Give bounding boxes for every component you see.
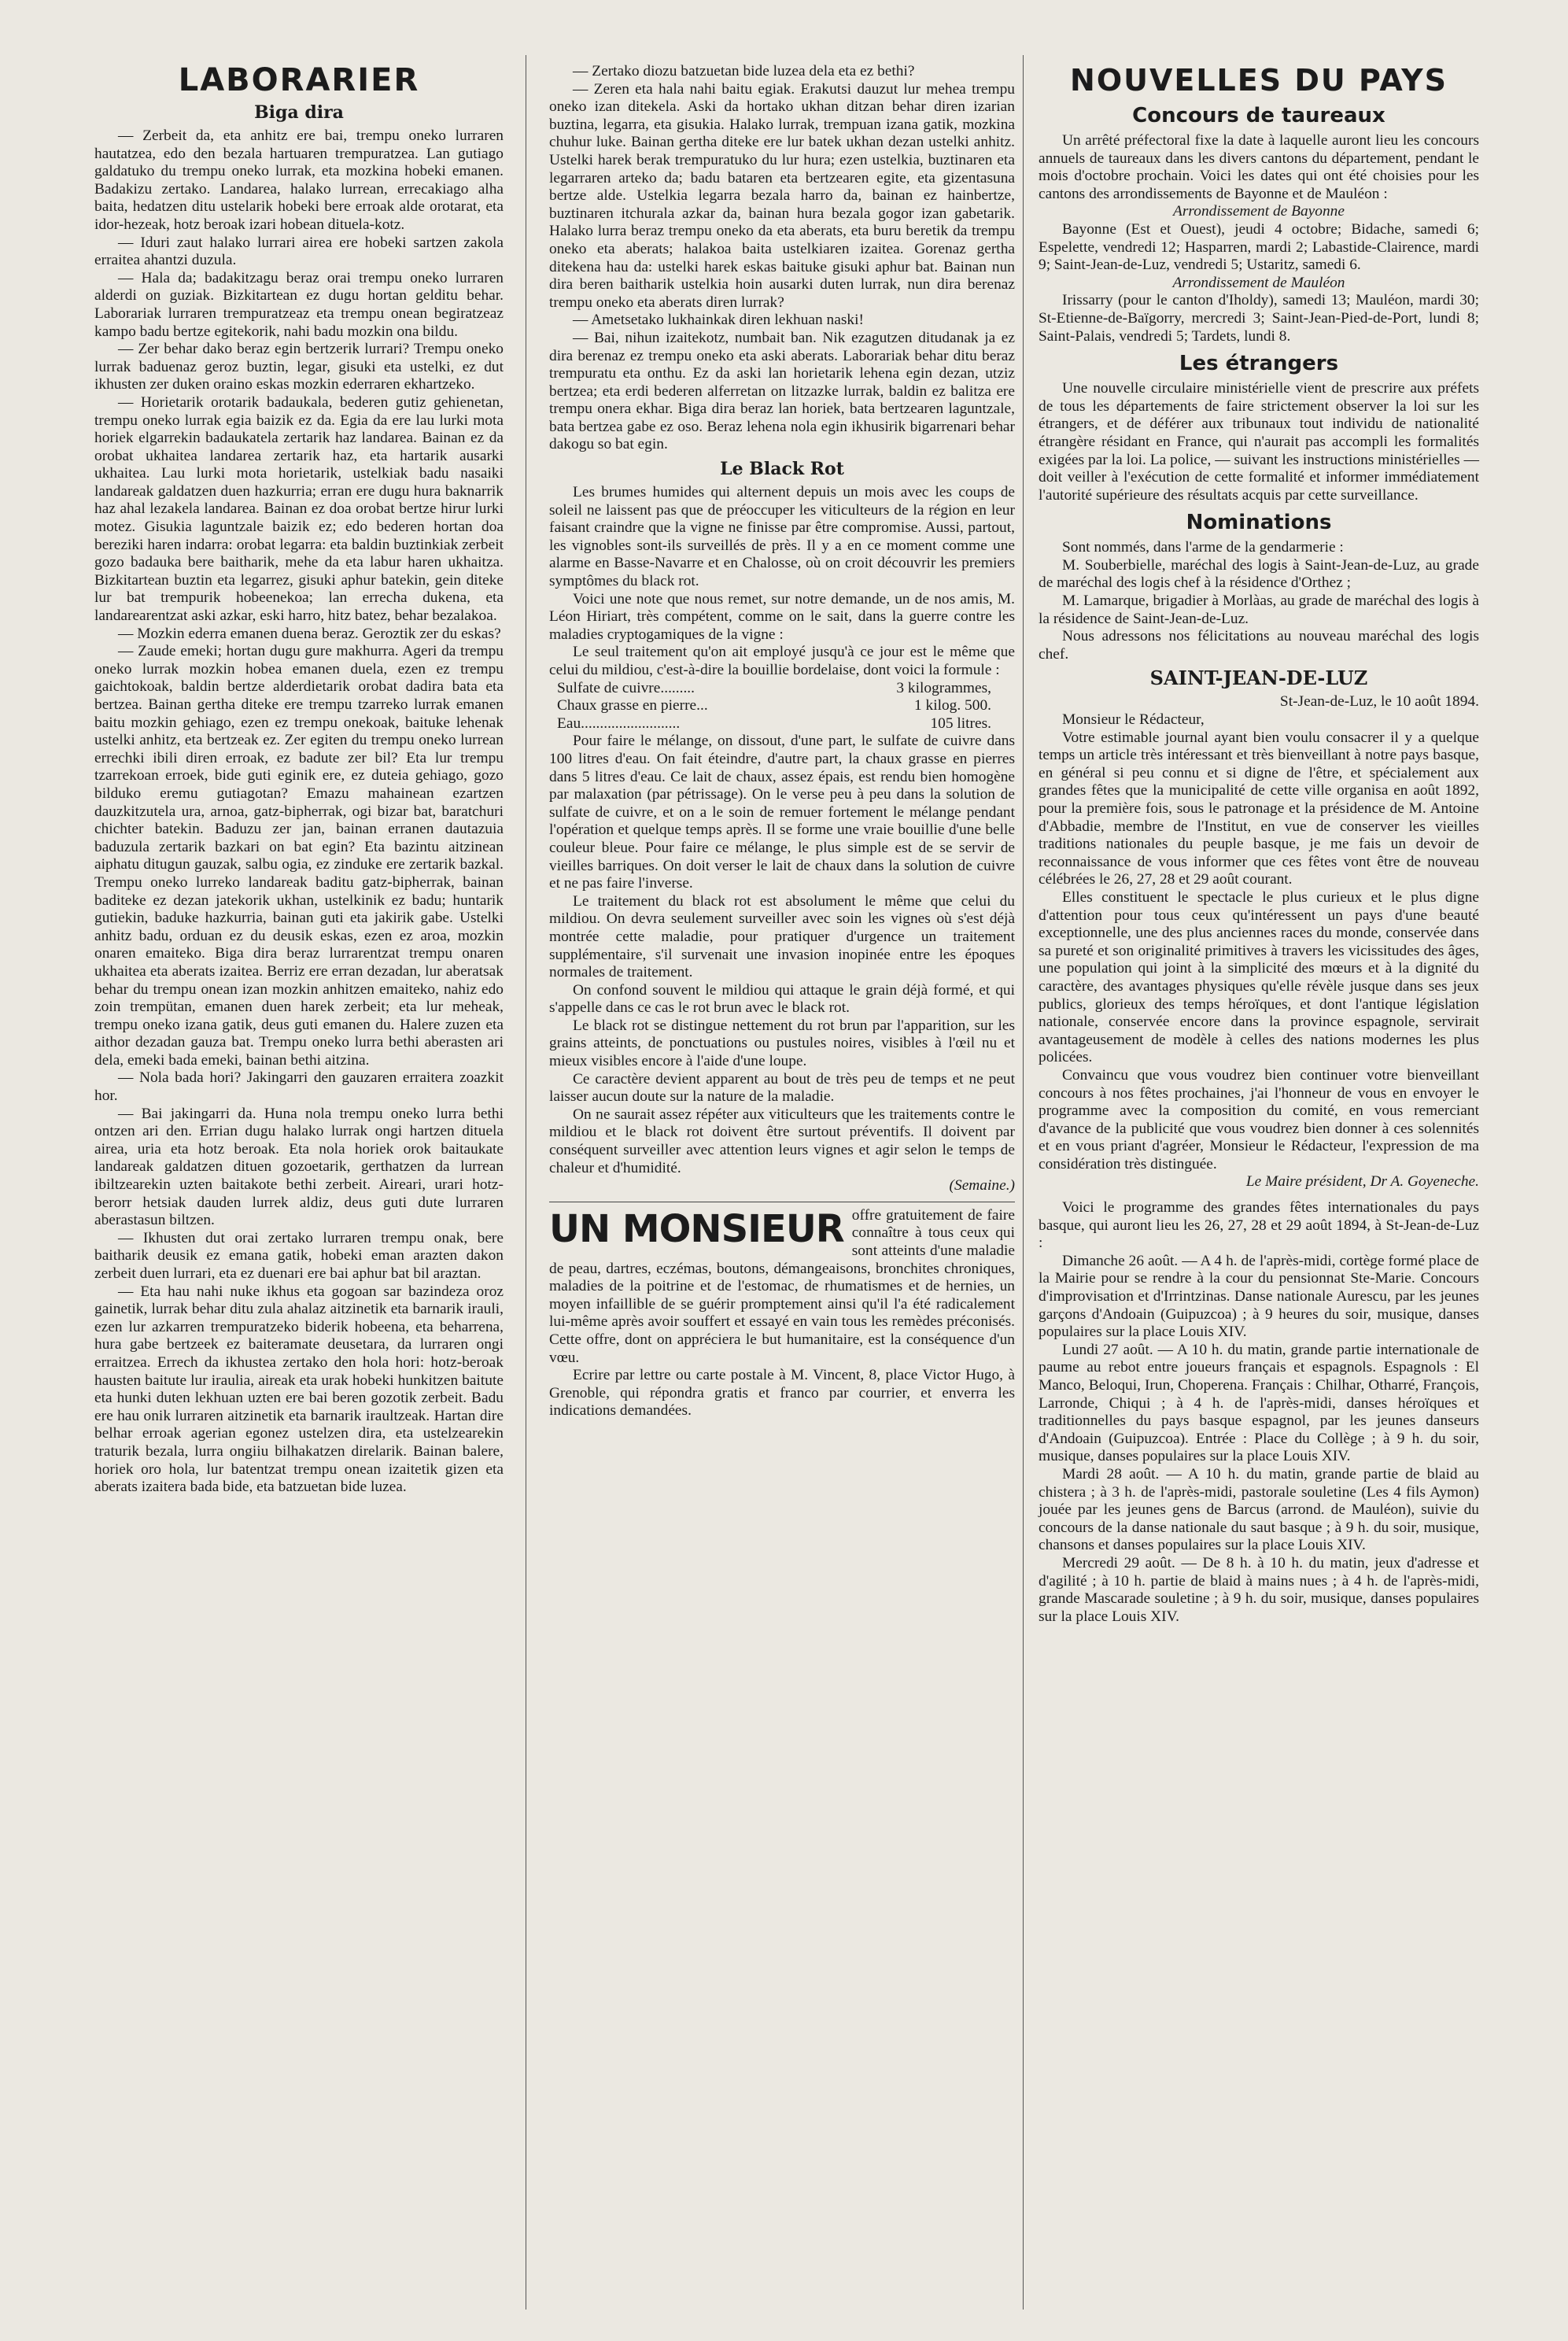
laborarier-paragraph: — Hala da; badakitzagu beraz orai trempu oneko lurraren alderdi on guziak. Bizkitartean ez dugu hortan gelditu behar. Laborariak lurraren trempuratzeaz eta trempu onean begiratzeaz kampo badu bertze egitekorik, nahi badu mozkin ona bildu. bbox=[94, 269, 504, 340]
laborarier-title: LABORARIER bbox=[178, 62, 420, 98]
column-nouvelles bbox=[1039, 63, 1479, 1626]
blackrot-paragraph: Ce caractère devient apparent au bout de très peu de temps et ne peut laisser aucun doute sur la nature de la maladie. bbox=[549, 1070, 1015, 1106]
basque-paragraph: — Zeren eta hala nahi baitu egiak. Erakutsi dauzut lur mehea trempu oneko izan ditekela. Aski da hortako ukhan ditzan behar diren izarian buztina, legarra, eta gisukia. Halako lurrak, trempuan izana gatik, mozkina chuhur luke. Bainan gertha diteke ere lur batek ukhan dezan ustelki anhitz. Ustelki harek berak trempuratuko du lur hura; ezen ustelkia, buztinaren eta legarraren arteko da; badu bataren eta bertzearen egite, eta gizentasuna bertze alde. Ustelkia legarra bezala harro da, bainan ez hainbertze, buztinaren itchurala azkar da, bainan hura bezala gogor izan gabetarik. Halako lurra beraz trempu oneko da eta aberats, eta buru beretik da trempu oneko eta aberats; halakoa baita ustelkiaren izaitea. Gorenaz gertha ditekena hau da: ustelki harek eskas baituke gisuki aphur bat. Bainan nun dira beren baitharik ustelkia hoin ausarki duten lurrak, nun dira berenaz trempu oneko eta aberats diren lurrak? bbox=[549, 80, 1015, 311]
nominations-paragraph: Nous adressons nos félicitations au nouveau maréchal des logis chef. bbox=[1039, 628, 1479, 663]
nominations-paragraph: Sont nommés, dans l'arme de la gendarmerie : bbox=[1062, 539, 1344, 556]
recipe-line bbox=[549, 715, 1015, 733]
blackrot-title: Le Black Rot bbox=[720, 459, 844, 480]
laborarier-paragraph: — Mozkin ederra emanen duena beraz. Geroztik zer du eskas? bbox=[118, 625, 501, 642]
basque-paragraph: — Bai, nihun izaitekotz, numbait ban. Nik ezagutzen ditudanak ja ez dira berenaz ez trempu oneko eta aski aberats. Laborariak behar ditu beraz trempuratu eta onthu. Ez da aski lan horietarik lehena egin dezan, utziz bertzea; eta erdi bederen alferretan on litzazke lurrak, baldin ez balitza ere trempu onera ekhar. Biga dira beraz lan horiek, bata bertzearen laguntzale, bata bertzea gabe ez oso. Beraz lehena nola egin ikhusirik bigarrenari behar dakogu so bat egin. bbox=[549, 329, 1015, 453]
mauleon-paragraph: Irissarry (pour le canton d'Iholdy), samedi 13; Mauléon, mardi 30; St-Etienne-de-Baïgorry, mercredi 3; Saint-Jean-Pied-de-Port, lundi 8; Saint-Palais, vendredi 5; Tardets, lundi 8. bbox=[1039, 292, 1479, 345]
nominations-title: Nominations bbox=[1186, 511, 1332, 535]
blackrot-paragraph: Le traitement du black rot est absolument le même que celui du mildiou. On devra seulement surveiller avec soin les vignes où s'est déjà montrée cette maladie, pour pratiquer d'urgence un traitement supplémentaire, s'il survenait une invasion inopinée entre les époques normales de traitement. bbox=[549, 892, 1015, 981]
recipe-item: Chaux grasse en pierre... bbox=[557, 697, 708, 714]
programme-day: Mardi 28 août. — A 10 h. du matin, grande partie de blaid au chistera ; à 3 h. de l'après-midi, pastorale souletine (Les 4 fils Aymon) jouée par les jeunes gens de Barcus (arrond. de Mauléon), suivie du concours de la danse nationale du saut basque ; à 9 h. du soir, musique, chansons et danses populaires sur la place Louis XIV. bbox=[1039, 1465, 1479, 1554]
bayonne-heading: Arrondissement de Bayonne bbox=[1173, 203, 1345, 220]
recipe-line bbox=[549, 697, 1015, 715]
nominations-paragraph: M. Lamarque, brigadier à Morlàas, au grade de maréchal des logis à la résidence de Saint-Jean-de-Luz. bbox=[1039, 593, 1479, 627]
mauleon-heading: Arrondissement de Mauléon bbox=[1172, 274, 1345, 291]
blackrot-paragraph: On confond souvent le mildiou qui attaque le grain déjà formé, et qui s'appelle dans ce cas le rot brun avec le black rot. bbox=[549, 981, 1015, 1017]
sjdl-signature: Le Maire président, Dr A. Goyeneche. bbox=[1245, 1173, 1479, 1191]
basque-paragraph: — Zertako diozu batzuetan bide luzea dela eta ez bethi? bbox=[573, 63, 915, 79]
ad-headline: UN MONSIEUR bbox=[549, 1206, 844, 1251]
nominations-paragraph: M. Souberbielle, maréchal des logis à Saint-Jean-de-Luz, au grade de maréchal des logis chef à la résidence d'Orthez ; bbox=[1039, 556, 1479, 592]
laborarier-paragraph: — Ikhusten dut orai zertako lurraren trempu onak, bere baitharik deusik ez emana gatik, hobeki eman arazten dakon zerbeit duen lurrari, eta ez duenari ere bai aphur bat bil araztan. bbox=[94, 1229, 504, 1282]
nouvelles-title: NOUVELLES DU PAYS bbox=[1070, 63, 1448, 98]
sjdl-paragraph: Convaincu que vous voudrez bien continuer votre bienveillant concours à nos fêtes prochaines, j'ai l'honneur de vous en envoyer le programme avec la composition du comité, en vous remerciant d'avance de la publicité que vous voudrez bien donner à ces solennités et en vous priant d'agréer, Monsieur le Rédacteur, l'expression de ma considération très distinguée. bbox=[1039, 1066, 1479, 1172]
sjdl-paragraph: Elles constituent le spectacle le plus curieux et le plus digne d'attention pour tous ceux qu'intéressent un pays d'une beauté exceptionnelle, une des plus anciennes races du monde, conservée dans sa pureté et son originalité primitives à travers les vicissitudes des âges, une population qui joint à la simplicité des mœurs et à la dignité du caractère, des avantages physiques qu'elle révèle jusque dans ses jeux publics, glorieux des temps héroïques, et dont l'antique législation nationale, conservée encore dans la province espagnole, servirait avantageusement de modèle à celles des nations modernes les plus policées. bbox=[1039, 888, 1479, 1066]
ad-text: offre gratuitement de faire connaître à tous ceux qui sont atteints d'une maladie de peau, dartres, eczémas, boutons, démangeaisons, bronchites chroniques, maladies de la poitrine et de l'estomac, de rhumatismes et de hernies, un moyen infaillible de se guérir promptement ainsi qu'il l'a été radicalement lui-même après avoir souffert et essayé en vain tous les remèdes préconisés. Cette offre, dont on appréciera le but humanitaire, est la conséquence d'un vœu. bbox=[549, 1206, 1015, 1366]
sjdl-title: SAINT-JEAN-DE-LUZ bbox=[1149, 666, 1368, 690]
laborarier-paragraph: — Eta hau nahi nuke ikhus eta gogoan sar bazindeza oroz gainetik, lurrak behar ditu zula ahalaz aitzinetik eta barnarik irauli, ezen lur azkarren trempuratzeko biderik hobeena, eta beharrena, hura gabe bertzeek ez baiteramate deusetara, da lurraren ongi erraitzea. Errech da ikhustea zertako den hola hori: hotz-beroak hausten baitute lur iraulia, aireak eta urak hobeki hunkitzen baitute eta hunki duten lekhuan uzten ere bai beren gozotik zerbeit. Badu ere hau onik lurraren aitzinetik eta barnarik iraultzeak. Hartan dire belhar erroak agerian egonez ustelzen dira, eta ustelzearekin traturik bezala, lurra ongiiu bilhakatzen direlarik. Bainan balere, horiek oro hola, lur batentzat trempu onean izaitetik gizen eta aberats izaitera bada bide, eta batzuetan bide luzea. bbox=[94, 1283, 504, 1496]
laborarier-subtitle: Biga dira bbox=[254, 102, 344, 123]
recipe-qty: 105 litres. bbox=[930, 714, 991, 732]
basque-paragraph: — Ametsetako lukhainkak diren lekhuan naski! bbox=[573, 312, 864, 329]
blackrot-paragraph: Pour faire le mélange, on dissout, d'une part, le sulfate de cuivre dans 100 litres d'eau. On fait éteindre, d'autre part, la chaux grasse en pierres dans 5 litres d'eau. Ce lait de chaux, assez épais, est rendu bien homogène par malaxation (par pétrissage). On le verse peu à peu dans la solution de sulfate de cuivre, et on a le soin de remuer fortement le mélange pendant l'opération et quelque temps après. Il se forme une vraie bouillie d'une belle couleur bleue. Pour faire ce mélange, le plus simple est de se servir de vieilles barriques. On doit verser le lait de chaux dans la solution de cuivre et ne pas faire l'inverse. bbox=[549, 733, 1015, 892]
bayonne-paragraph: Bayonne (Est et Ouest), jeudi 4 octobre; Bidache, samedi 6; Espelette, vendredi 12; Hasparren, mardi 2; Labastide-Clairence, mardi 9; Saint-Jean-de-Luz, vendredi 5; Ustaritz, samedi 6. bbox=[1039, 220, 1479, 274]
column-middle bbox=[549, 63, 1015, 1420]
programme-intro: Voici le programme des grandes fêtes internationales du pays basque, qui auront lieu les 26, 27, 28 et 29 août 1894, à St-Jean-de-Luz : bbox=[1039, 1199, 1479, 1252]
blackrot-paragraph: Le seul traitement qu'on ait employé jusqu'à ce jour est le même que celui du mildiou, c'est-à-dire la bouillie bordelaise, dont voici la formule : bbox=[549, 644, 1015, 678]
programme-day: Lundi 27 août. — A 10 h. du matin, grande partie internationale de paume au rebot entre joueurs français et espagnols. Espagnols : El Manco, Beloqui, Irun, Choperena. Français : Chilhar, Otharré, François, Larronde, Chiqui ; à 4 h. de l'après-midi, danses héroïques et traditionnelles du pays basque espagnol, par les jeunes danseurs d'Andoain (Guipuzcoa). Entrée : Place du Collège ; à 9 h. du soir, musique, danses populaires sur la place Louis XIV. bbox=[1039, 1341, 1479, 1465]
programme-day: Dimanche 26 août. — A 4 h. de l'après-midi, cortège formé place de la Mairie pour se rendre à la cour du pensionnat Ste-Marie. Concours d'improvisation et d'Irrintzinas. Danse nationale Aurescu, par les jeunes garçons d'Andoain (Guipuzcoa) ; à 9 heures du soir, musique, danses populaires sur la place Louis XIV. bbox=[1039, 1252, 1479, 1341]
recipe-qty: 1 kilog. 500. bbox=[913, 697, 991, 714]
laborarier-paragraph: — Nola bada hori? Jakingarri den gauzaren erraitera zoazkit hor. bbox=[94, 1069, 504, 1105]
recipe-item: Eau.......................... bbox=[557, 714, 681, 732]
etrangers-title: Les étrangers bbox=[1179, 352, 1339, 376]
sjdl-date: St-Jean-de-Luz, le 10 août 1894. bbox=[1279, 693, 1479, 711]
recipe-item: Sulfate de cuivre......... bbox=[557, 679, 695, 696]
ad-text: Ecrire par lettre ou carte postale à M. Vincent, 8, place Victor Hugo, à Grenoble, qui répondra gratis et franco par courrier, et enverra les indications demandées. bbox=[549, 1367, 1015, 1420]
taureaux-paragraph: Un arrêté préfectoral fixe la date à laquelle auront lieu les concours annuels de taureaux dans les divers cantons du département, pendant le mois d'octobre prochain. Voici les dates qui ont été choisies pour les cantons des arrondissements de Bayonne et de Mauléon : bbox=[1039, 132, 1479, 202]
blackrot-source: (Semaine.) bbox=[949, 1177, 1015, 1195]
recipe-qty: 3 kilogrammes, bbox=[896, 679, 991, 696]
column-laborarier bbox=[94, 63, 504, 1497]
blackrot-paragraph: On ne saurait assez répéter aux viticulteurs que les traitements contre le mildiou et le black rot doivent être surtout préventifs. Il doivent par conséquent surveiller avec attention leurs vignes et agir selon le temps de chaleur et d'humidité. bbox=[549, 1106, 1015, 1176]
etrangers-paragraph: Une nouvelle circulaire ministérielle vient de prescrire aux préfets de tous les départements de faire strictement observer la loi sur les étrangers, et de déférer aux tribunaux tout individu de nationalité étrangère résidant en France, qui n'aurait pas accompli les formalités exigées par la loi. La police, — suivant les instructions ministérielles — doit veiller à l'exécution de cette formalité et informer immédiatement l'autorité supérieure des résultats acquis par cette surveillance. bbox=[1039, 380, 1479, 504]
laborarier-paragraph: — Zer behar dako beraz egin bertzerik lurrari? Trempu oneko lurrak baduenaz geroz buztin, legar, gisuki eta ustelki, ez dut ikhusten zer duken oraino eskas mozkin ederraren ekhartzeko. bbox=[94, 341, 504, 393]
laborarier-paragraph: — Horietarik orotarik badaukala, bederen gutiz gehienetan, trempu oneko lurrak egia baizik ez da. Egia da ere lau lurki mota horiek elgarrekin badaukatela zertarik haz landarea. Bainan ez da orobat ukhaitea landarea zertarik haz, eta hartarik ausarki ukhaitea. Lau lurki mota horietarik, ustelkiak badu nasaiki landareak galdatzen duen hazkurria; erran ere dugu hura baknarrik haz ahal lezakela landarea. Bainan ez doa orobat bertze hirur lurki motez. Gisukia laguntzale baizik ez; edo bederen hortan doa bereziki haren indarra: orobat legarra: eta baldin buztinkiak zerbeit gozo badauka bere baitharik, mehe da eta labur haren ukhaitza. Bizkitartean buztin eta legarrez, gisuki aphur batekin, gein diteke lur bat trempurik hobeenekoa; lan errecha dukena, eta landarearentzat aski azkar, eski harro, hitz batez, behar bezalakoa. bbox=[94, 393, 504, 625]
advertisement bbox=[549, 1207, 1015, 1420]
recipe-line bbox=[549, 680, 1015, 698]
laborarier-paragraph: — Zerbeit da, eta anhitz ere bai, trempu oneko lurraren hautatzea, edo den bezala hartuaren trempuratzea. Lan gutiago galdatuko du trempu oneko lurrak, eta mozkina hobeki emanen. Badakizu zertako. Landarea, halako lurrean, errecakiago alha baita, hedatzen ditu ustelarik hobeki bere erroak alde orotarat, eta idor-hezeak, hotz beroak izari hobean dituela-kotz. bbox=[94, 127, 504, 233]
blackrot-paragraph: Les brumes humides qui alternent depuis un mois avec les coups de soleil ne laissent pas que de préoccuper les viticulteurs de la région en leur faisant craindre que la vigne ne finisse par être compromise. Aussi, partout, les vignobles sont-ils surveillés de près. Il y a en ce moment comme une alarme en Basse-Navarre et en Chalosse, où on croit découvrir les premiers symptômes du black rot. bbox=[549, 484, 1015, 590]
laborarier-paragraph: — Zaude emeki; hortan dugu gure makhurra. Ageri da trempu oneko lurrak mozkin hobea emanen duela, ezen ez trempu gaichtokoak, baldin bertze alderdietarik orobat dadira bata eta bertzea. Bainan gertha diteke ere trempu tzarreko lurrak emanen baitu mozkin gehiago, ezen ez trempu onekoak, baituke lehenak ustelki anhitz, eta bertzeak ez. Zer egiten du trempu oneko lurrean errechki ibili diren erroak, ez badute zer bil? Eta lur trempu tzarrekoan erroek, bide guti eginik ere, ez duteia gehiago, gozo bilduko eremu gutiagotan? Emazu mahainean ezartzen dauzkitzutela ura, arnoa, gatz-bipherrak, ogi bizar bat, baratchuri chichter batekin. Baduzu zer jan, bainan erranen dautazuia baduzula zertarik bazkari on bat egin? Eta bazintu aitzinean aiphatu ditugun gauzak, salbu ogia, ez zinduke ere zertarik bazkal. Trempu oneko lurreko landareak baditu gatz-bipherrak, bainan baditeke ez dezan jatekorik ukhan, ustelkinik ez badu; huntarik gutiekin, baduke hazkurria, bainan guti eta jakirik gabe. Ustelki anhitz badu, orduan ez du deusik eskas, ezen ez aroa, mozkin onaren emaiteko. Biga dira beraz lurrarentzat trempu onaren ukhaitea eta aberats izaitea. Berriz ere erran dezadan, lur aberatsak behar du trempu onean izan mozkin anhitzen emaiteko, nahiz edo zoin trempütan, emanen duen harek zerbeit; eta lur meheak, trempu oneko izana gatik, deus guti emanen du. Halere zuzen eta aithor dezadan gauza bat. Trempu oneko lurra bethi aberasten ari dela, emeki bada emeki, bainan bethi aitzina. bbox=[94, 643, 504, 1069]
programme-day: Mercredi 29 août. — De 8 h. à 10 h. du matin, jeux d'adresse et d'agilité ; à 10 h. partie de blaid à mains nues ; à 4 h. de l'après-midi, grande Mascarade souletine ; à 9 h. du soir, musique, danses populaires sur la place Louis XIV. bbox=[1039, 1554, 1479, 1625]
laborarier-paragraph: — Bai jakingarri da. Huna nola trempu oneko lurra bethi ontzen ari den. Errian dugu halako lurrak ongi hartzen dituela airea, uria eta hotz beroak. Eta nola horiek orok baitaukate landareak galdatzen dituen gozoetarik, gerthatzen da lurrean ibiltzearekin uzten baitakote bethi zerbeit. Aireari, urari hotz-berorr hetsiak dauden lurrek aldiz, deus guti dute lurraren aberastasun biltzen. bbox=[94, 1105, 504, 1229]
taureaux-title: Concours de taureaux bbox=[1132, 104, 1385, 127]
sjdl-paragraph: Votre estimable journal ayant bien voulu consacrer il y a quelque temps un article très intéressant et très bienveillant à notre pays basque, en général si peu connu et si digne de l'être, et spécialement aux grandes fêtes que la municipalité de cette ville organisa en août 1892, pour la première fois, sous le patronage et la présidence de M. Antoine d'Abbadie, membre de l'Institut, en vue de conserver les vieilles traditions nationales du peuple basque, je me fais un devoir de reconnaissance de vous informer que ces fêtes vont être de nouveau célébrées le 26, 27, 28 et 29 août courant. bbox=[1039, 729, 1479, 888]
blackrot-paragraph: Le black rot se distingue nettement du rot brun par l'apparition, sur les grains atteints, de ponctuations ou pustules noires, visibles à l'œil nu et mieux visibles encore à l'aide d'une loupe. bbox=[549, 1017, 1015, 1070]
laborarier-paragraph: — Iduri zaut halako lurrari airea ere hobeki sartzen zakola erraitea ahantzi duzula. bbox=[94, 234, 504, 269]
column-rule-right bbox=[1023, 55, 1024, 2310]
sjdl-salutation: Monsieur le Rédacteur, bbox=[1062, 711, 1205, 729]
blackrot-paragraph: Voici une note que nous remet, sur notre demande, un de nos amis, M. Léon Hiriart, très compétent, comme on le sait, dans la guerre contre les maladies cryptogamiques de la vigne : bbox=[549, 590, 1015, 643]
